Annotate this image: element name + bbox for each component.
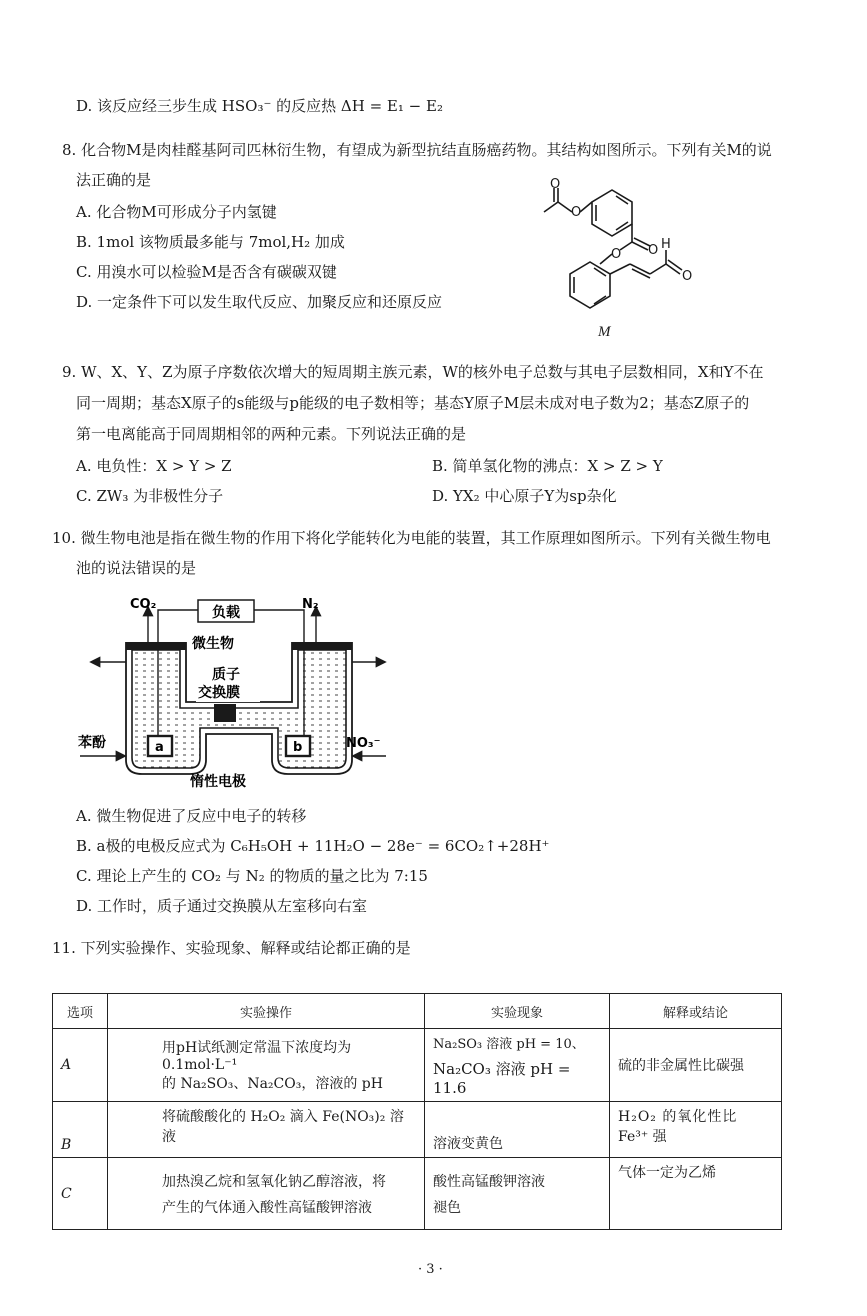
electrode-b-label: b [293, 740, 303, 755]
row-operation [108, 1029, 425, 1102]
operation-line-1: 将硫酸酸化的 H₂O₂ 滴入 Fe(NO₃)₂ 溶液 [162, 1109, 404, 1145]
atom-o-acetoxy: O [571, 205, 582, 220]
structure-m-figure [510, 178, 710, 343]
load-label: 负载 [212, 605, 240, 621]
atom-o-carbonyl-1: O [550, 178, 561, 192]
q8-option-c: C. 用溴水可以检验M是否含有碳碳双键 [76, 263, 337, 281]
row-operation [108, 1102, 425, 1158]
q8-stem-line1: 8. 化合物M是肉桂醛基阿司匹林衍生物，有望成为新型抗结直肠癌药物。其结构如图所示。下列有关M的说 [62, 141, 772, 159]
q11-table [52, 993, 782, 1230]
q10-option-b: B. a极的电极反应式为 C₆H₅OH + 11H₂O − 28e⁻ = 6CO₂↑+28H⁺ [76, 837, 550, 855]
table-header-row [53, 994, 782, 1029]
q8-option-d: D. 一定条件下可以发生取代反应、加聚反应和还原反应 [76, 293, 443, 311]
q9-option-b: B. 简单氢化物的沸点：X > Z > Y [432, 457, 663, 475]
atom-o-carbonyl-2: O [648, 243, 659, 258]
q9-stem-line3: 第一电离能高于同周期相邻的两种元素。下列说法正确的是 [76, 425, 467, 443]
operation-line-2: 产生的气体通入酸性高锰酸钾溶液 [162, 1199, 372, 1216]
table-row [53, 1029, 782, 1102]
atom-o-aldehyde: O [682, 269, 693, 284]
electrode-a-label: a [155, 740, 164, 755]
q7-option-d: D. 该反应经三步生成 HSO₃⁻ 的反应热 ΔH = E₁ − E₂ [76, 97, 443, 115]
n2-label: N₂ [302, 597, 319, 612]
header-option: 选项 [53, 994, 108, 1029]
left-lid [126, 642, 186, 650]
q10-option-c: C. 理论上产生的 CO₂ 与 N₂ 的物质的量之比为 7:15 [76, 867, 428, 885]
row-phenomenon [425, 1102, 610, 1158]
row-operation [108, 1158, 425, 1230]
page-number: · 3 · [418, 1262, 443, 1277]
row-option: C [53, 1158, 108, 1230]
proton-exchange-membrane [214, 704, 236, 722]
table-row [53, 1158, 782, 1230]
operation-line-1: 加热溴乙烷和氢氧化钠乙醇溶液，将 [162, 1173, 386, 1190]
q9-stem-line2: 同一周期；基态X原子的s能级与p能级的电子数相等；基态Y原子M层未成对电子数为2；基态Z原子的 [76, 394, 750, 412]
conclusion-line-1: 硫的非金属性比碳强 [618, 1058, 744, 1074]
q10-stem-line2: 池的说法错误的是 [76, 559, 197, 577]
conclusion-line-1: 气体一定为乙烯 [618, 1165, 716, 1181]
microbe-label: 微生物 [192, 636, 234, 652]
microbial-cell-figure [78, 590, 388, 795]
row-conclusion [610, 1158, 782, 1230]
phenomenon-line-2: Na₂CO₃ 溶液 pH = 11.6 [433, 1060, 571, 1097]
row-option: B [53, 1102, 108, 1158]
q10-option-a: A. 微生物促进了反应中电子的转移 [76, 807, 307, 825]
atom-o-ester: O [611, 247, 622, 262]
structure-label: M [598, 324, 611, 340]
nitrate-label: NO₃⁻ [346, 736, 381, 751]
header-conclusion: 解释或结论 [610, 994, 782, 1029]
inert-electrode-label: 惰性电极 [190, 774, 246, 790]
q9-stem-line1: 9. W、X、Y、Z为原子序数依次增大的短周期主族元素，W的核外电子总数与其电子层数相同，X和Y不在 [62, 363, 764, 381]
q8-stem-line2: 法正确的是 [76, 171, 152, 189]
operation-line-2: 的 Na₂SO₃、Na₂CO₃，溶液的 pH [162, 1076, 383, 1092]
operation-line-1: 用pH试纸测定常温下浓度均为 0.1mol·L⁻¹ [162, 1040, 352, 1073]
header-operation: 实验操作 [108, 994, 425, 1029]
q11-stem: 11. 下列实验操作、实验现象、解释或结论都正确的是 [52, 939, 411, 957]
q10-option-d: D. 工作时，质子通过交换膜从左室移向右室 [76, 897, 368, 915]
membrane-label-line1: 质子 [212, 667, 240, 683]
header-phenomenon: 实验现象 [425, 994, 610, 1029]
phenomenon-line-1: 酸性高锰酸钾溶液 [433, 1173, 545, 1190]
phenomenon-line-1: Na₂SO₃ 溶液 pH = 10、 [433, 1037, 585, 1052]
upper-benzene-ring [592, 190, 632, 236]
phenomenon-line-2: 褪色 [433, 1199, 461, 1216]
q8-option-b: B. 1mol 该物质最多能与 7mol,H₂ 加成 [76, 233, 345, 251]
atom-h-aldehyde: H [661, 237, 671, 252]
row-conclusion [610, 1029, 782, 1102]
conclusion-line-1: H₂O₂ 的氧化性比 [618, 1109, 738, 1125]
row-conclusion [610, 1102, 782, 1158]
q9-option-a: A. 电负性：X > Y > Z [76, 457, 232, 475]
phenol-label: 苯酚 [78, 735, 106, 751]
q9-option-c: C. ZW₃ 为非极性分子 [76, 487, 224, 505]
co2-label: CO₂ [130, 597, 157, 612]
row-phenomenon [425, 1029, 610, 1102]
phenomenon-line-1: 溶液变黄色 [433, 1136, 503, 1152]
row-option: A [53, 1029, 108, 1102]
q9-option-d: D. YX₂ 中心原子Y为sp杂化 [432, 487, 617, 505]
membrane-label-line2: 交换膜 [198, 685, 240, 701]
q10-stem-line1: 10. 微生物电池是指在微生物的作用下将化学能转化为电能的装置，其工作原理如图所示。下列有关微生物电 [52, 529, 771, 547]
lower-benzene-ring [570, 262, 610, 308]
conclusion-line-2: Fe³⁺ 强 [618, 1129, 667, 1145]
q8-option-a: A. 化合物M可形成分子内氢键 [76, 203, 277, 221]
right-lid [292, 642, 352, 650]
row-phenomenon [425, 1158, 610, 1230]
table-row [53, 1102, 782, 1158]
